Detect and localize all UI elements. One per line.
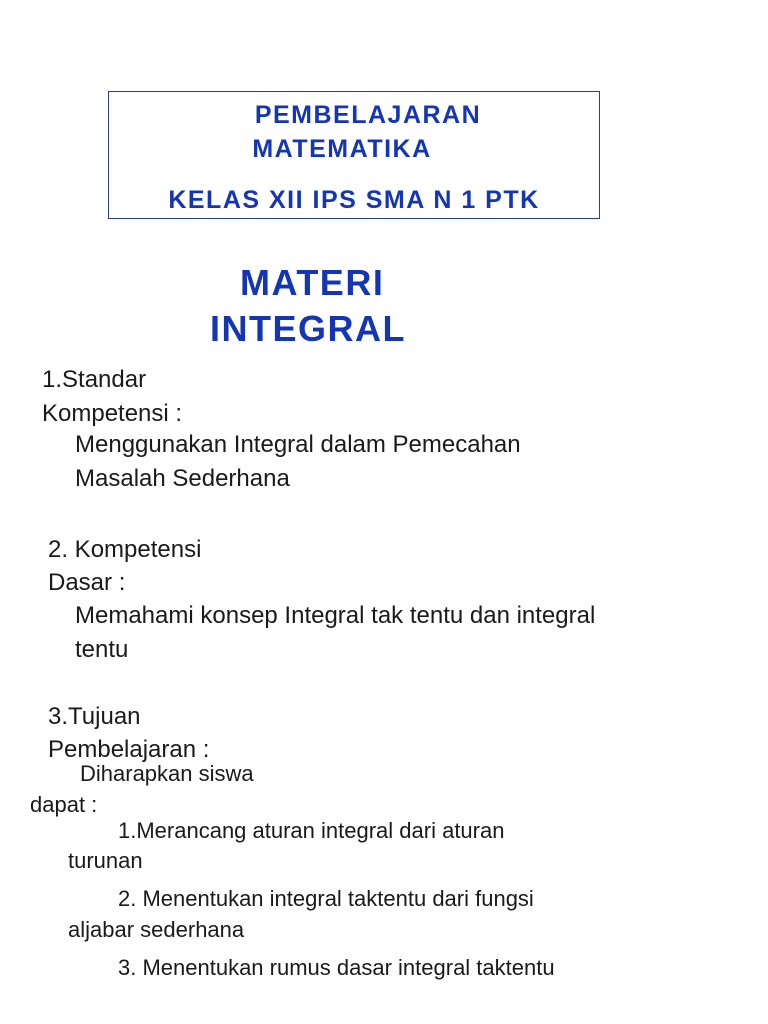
- basic-text-1: Memahami konsep Integral tak tentu dan integral: [75, 602, 596, 629]
- goals-label-2: Pembelajaran :: [48, 736, 210, 763]
- goals-intro-2: dapat :: [30, 792, 98, 817]
- standard-label-2: Kompetensi :: [42, 400, 183, 427]
- goals-intro-1: Diharapkan siswa: [80, 761, 254, 786]
- title-line-2: INTEGRAL: [210, 308, 406, 349]
- title-line-1: MATERI: [240, 262, 385, 303]
- standard-text-1: Menggunakan Integral dalam Pemecahan: [75, 431, 521, 458]
- basic-text-2: tentu: [75, 636, 129, 663]
- header-line-1: PEMBELAJARAN: [254, 101, 482, 129]
- goals-label-1: 3.Tujuan: [48, 703, 141, 730]
- goal-item-1-line-2: turunan: [68, 848, 143, 873]
- goal-item-2-line-2: aljabar sederhana: [68, 917, 245, 942]
- goal-item-2-line-1: 2. Menentukan integral taktentu dari fungsi: [118, 886, 534, 911]
- basic-label-2: Dasar :: [48, 569, 126, 596]
- standard-text-2: Masalah Sederhana: [75, 465, 290, 492]
- standard-label-1: 1.Standar: [42, 366, 147, 393]
- header-box: [108, 91, 600, 219]
- goal-item-3-line-1: 3. Menentukan rumus dasar integral taktentu: [118, 955, 555, 980]
- header-line-3: KELAS XII IPS SMA N 1 PTK: [168, 186, 540, 214]
- header-line-2: MATEMATIKA: [252, 135, 432, 163]
- basic-label-1: 2. Kompetensi: [48, 536, 202, 563]
- goal-item-1-line-1: 1.Merancang aturan integral dari aturan: [118, 818, 505, 843]
